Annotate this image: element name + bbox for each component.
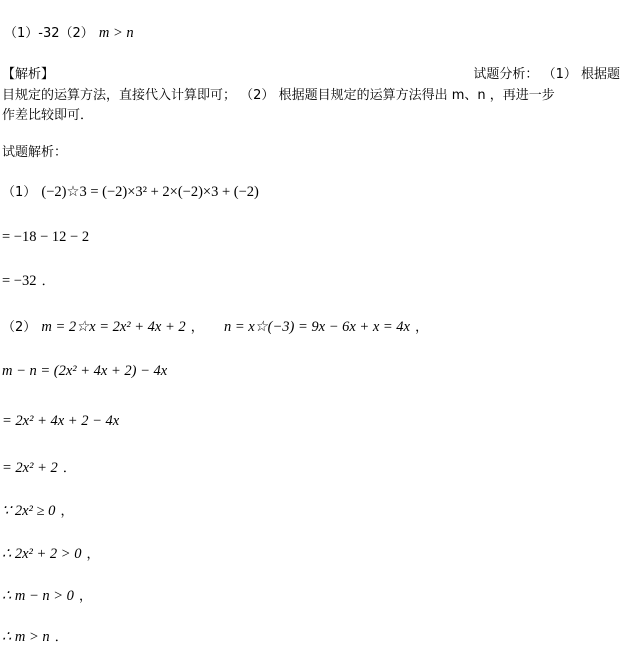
therefore-expression-3: ∴ m > n bbox=[2, 629, 50, 645]
therefore-line-1 bbox=[2, 543, 100, 563]
therefore-line-2 bbox=[2, 585, 92, 605]
s1-step-3-line bbox=[2, 270, 55, 290]
solution-part1 bbox=[2, 181, 259, 201]
therefore-expression-1: ∴ 2x² + 2 > 0 bbox=[2, 546, 82, 562]
therefore-end-3: ． bbox=[54, 630, 68, 645]
analysis-label: 【解析】 bbox=[2, 67, 55, 82]
because-expression: ∵ 2x² ≥ 0 bbox=[2, 503, 56, 519]
s1-expression: (−2)☆3 = (−2)×3² + 2×(−2)×3 + (−2) bbox=[41, 184, 259, 200]
s2-step-2: = 2x² + 4x + 2 − 4x bbox=[2, 413, 120, 429]
summary-intro bbox=[473, 63, 620, 82]
answer-expression: m > n bbox=[98, 25, 134, 41]
answer-line bbox=[4, 22, 134, 42]
part1-marker: （1） bbox=[542, 67, 577, 82]
s2-separator: ， bbox=[190, 320, 204, 335]
detail-label: 试题解析： bbox=[2, 145, 68, 160]
answer-part-labels: （1）-32（2） bbox=[4, 26, 94, 41]
because-line bbox=[2, 500, 73, 520]
s2-expression-m: m = 2☆x = 2x² + 4x + 2 bbox=[41, 319, 186, 335]
analysis-vars: m、n bbox=[451, 88, 486, 103]
s2-step-3: = 2x² + 2 bbox=[2, 460, 58, 476]
part2-marker: （2） bbox=[240, 88, 275, 103]
analysis-line-3: 作差比较即可． bbox=[2, 108, 94, 123]
therefore-end-2: ， bbox=[79, 589, 93, 604]
solution-part2 bbox=[2, 316, 428, 336]
s2-step-3-line bbox=[2, 457, 76, 477]
s2-end-mark: ， bbox=[415, 320, 429, 335]
summary-label: 试题分析： bbox=[473, 67, 539, 82]
s2-step-3-end: ． bbox=[62, 461, 76, 476]
s2-label: （2） bbox=[2, 320, 37, 335]
analysis-text-b: 根据题目规定的运算方法得出 bbox=[278, 88, 448, 103]
s1-step-3: = −32 bbox=[2, 273, 37, 289]
s2-step-1: m − n = (2x² + 4x + 2) − 4x bbox=[2, 363, 168, 379]
therefore-line-3 bbox=[2, 626, 68, 646]
analysis-line-2 bbox=[2, 84, 555, 103]
part1-tail: 根据题 bbox=[580, 67, 620, 82]
analysis-text-a: 目规定的运算方法，直接代入计算即可； bbox=[2, 88, 237, 103]
because-end: ， bbox=[60, 504, 74, 519]
s1-end-mark: ． bbox=[41, 274, 55, 289]
therefore-expression-2: ∴ m − n > 0 bbox=[2, 588, 74, 604]
s1-step-2: = −18 − 12 − 2 bbox=[2, 229, 90, 245]
analysis-text-c: ，再进一步 bbox=[489, 88, 555, 103]
therefore-end-1: ， bbox=[86, 547, 100, 562]
s1-label: （1） bbox=[2, 185, 37, 200]
s2-expression-n: n = x☆(−3) = 9x − 6x + x = 4x bbox=[223, 319, 410, 335]
